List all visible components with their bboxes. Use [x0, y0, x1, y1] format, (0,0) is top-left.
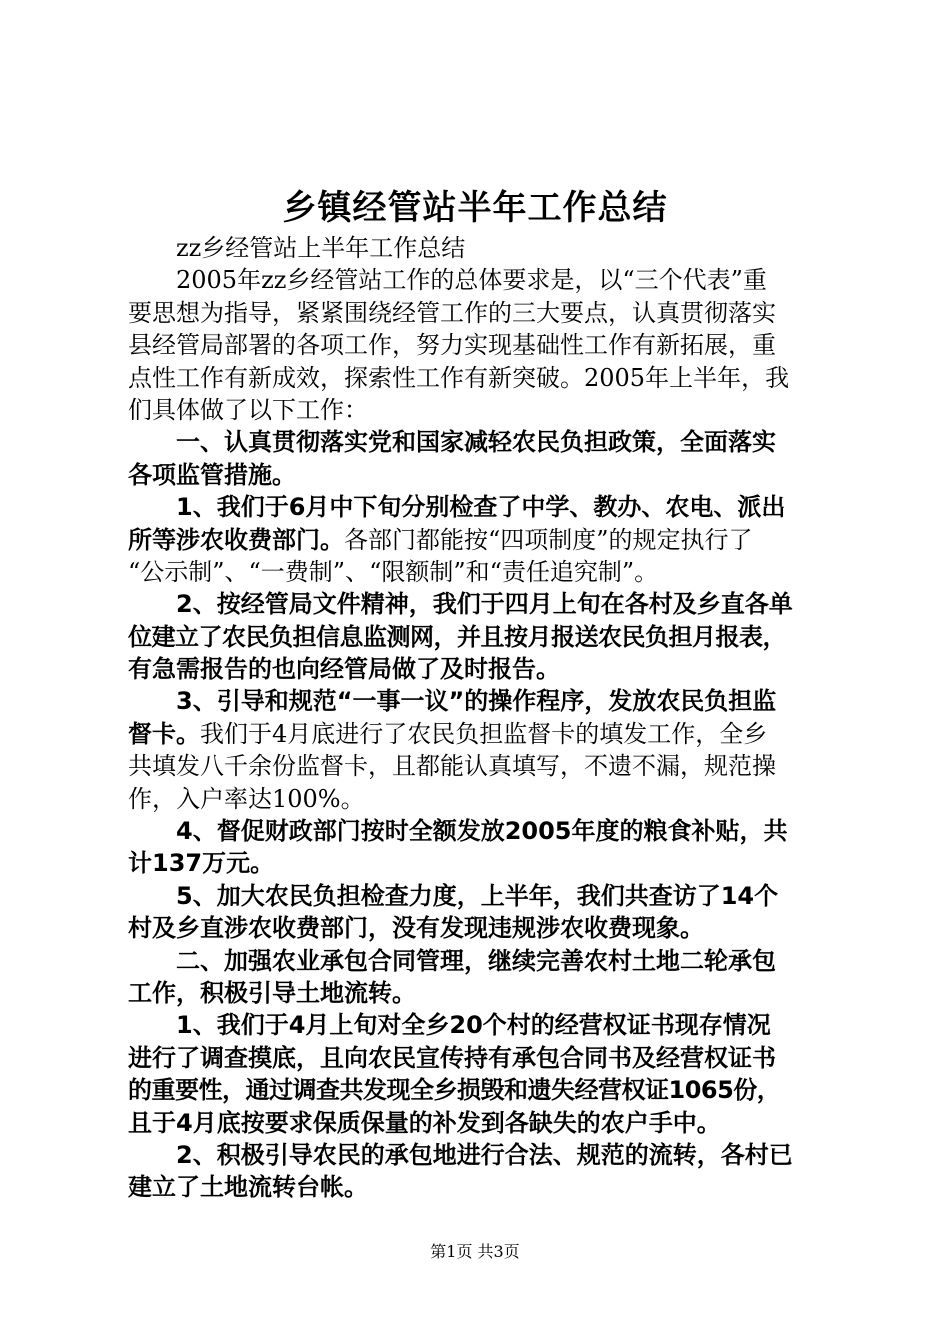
paragraph-line: 5、加大农民负担检查力度，上半年，我们共查访了14个 — [176, 881, 779, 910]
paragraph-line: 3、引导和规范“一事一议”的操作程序，发放农民负担监 — [176, 687, 777, 716]
bold-lead-text: 所等涉农收费部门。 — [128, 525, 344, 554]
item-2-1 — [128, 1009, 834, 1139]
paragraph-line: 且于4月底按要求保质保量的补发到各缺失的农户手中。 — [128, 1108, 721, 1137]
paragraph-line: 4、督促财政部门按时全额发放2005年度的粮食补贴，共 — [176, 817, 788, 846]
body-text: 我们于4月底进行了农民负担监督卡的填发工作，全乡 — [200, 719, 768, 748]
paragraph-line: 2、积极引导农民的承包地进行合法、规范的流转，各村已 — [176, 1140, 793, 1169]
section-heading-1 — [128, 426, 834, 491]
paragraph-line: 作，入户率达100%。 — [128, 784, 365, 813]
item-1-3 — [128, 685, 834, 815]
page-number-footer: 第1页 共3页 — [430, 1242, 520, 1261]
paragraph-line: 进行了调查摸底，且向农民宣传持有承包合同书及经营权证书 — [128, 1043, 776, 1072]
paragraph-line: 1、我们于6月中下旬分别检查了中学、教办、农电、派出 — [176, 493, 786, 522]
paragraph-line — [128, 524, 834, 556]
document-subtitle: zz乡经管站上半年工作总结 — [176, 234, 466, 262]
paragraph-line: 建立了土地流转台帐。 — [128, 1173, 368, 1202]
bold-lead-text: 督卡。 — [128, 719, 200, 748]
section-heading-line: 工作，积极引导土地流转。 — [128, 978, 416, 1007]
item-1-2 — [128, 588, 834, 685]
intro-line: 2005年zz乡经管站工作的总体要求是，以“三个代表”重 — [176, 266, 767, 295]
item-2-2 — [128, 1139, 834, 1204]
paragraph-line: 的重要性，通过调查共发现全乡损毁和遗失经营权证1065份， — [128, 1076, 781, 1105]
paragraph-line: “公示制”、“一费制”、“限额制”和“责任追究制”。 — [128, 557, 659, 586]
section-heading-line: 一、认真贯彻落实党和国家减轻农民负担政策，全面落实 — [176, 428, 776, 457]
paragraph-line: 村及乡直涉农收费部门，没有发现违规涉农收费现象。 — [128, 914, 704, 943]
paragraph-line: 共填发八千余份监督卡，且都能认真填写，不遗不漏，规范操 — [128, 752, 776, 781]
paragraph-line: 位建立了农民负担信息监测网，并且按月报送农民负担月报表， — [128, 622, 786, 651]
paragraph-line: 有急需报告的也向经管局做了及时报告。 — [128, 655, 560, 684]
intro-paragraph — [128, 264, 834, 426]
section-heading-line: 各项监管措施。 — [128, 460, 296, 489]
intro-line: 点性工作有新成效，探索性工作有新突破。2005年上半年，我 — [128, 363, 790, 392]
item-1-5 — [128, 880, 834, 945]
paragraph-line: 计137万元。 — [128, 849, 275, 878]
intro-line: 们具体做了以下工作： — [128, 395, 368, 424]
document-body — [128, 232, 834, 1204]
section-heading-2 — [128, 945, 834, 1010]
item-1-4 — [128, 815, 834, 880]
document-title: 乡镇经管站半年工作总结 — [282, 188, 668, 228]
paragraph-line: 2、按经管局文件精神，我们于四月上旬在各村及乡直各单 — [176, 590, 793, 619]
section-heading-line: 二、加强农业承包合同管理，继续完善农村土地二轮承包 — [176, 946, 776, 975]
intro-line: 要思想为指导，紧紧围绕经管工作的三大要点，认真贯彻落实 — [128, 298, 776, 327]
paragraph-line — [128, 718, 834, 750]
item-1-1 — [128, 491, 834, 588]
body-text: 各部门都能按“四项制度”的规定执行了 — [344, 525, 753, 554]
paragraph-line: 1、我们于4月上旬对全乡20个村的经营权证书现存情况 — [176, 1011, 771, 1040]
intro-line: 县经管局部署的各项工作，努力实现基础性工作有新拓展，重 — [128, 331, 776, 360]
